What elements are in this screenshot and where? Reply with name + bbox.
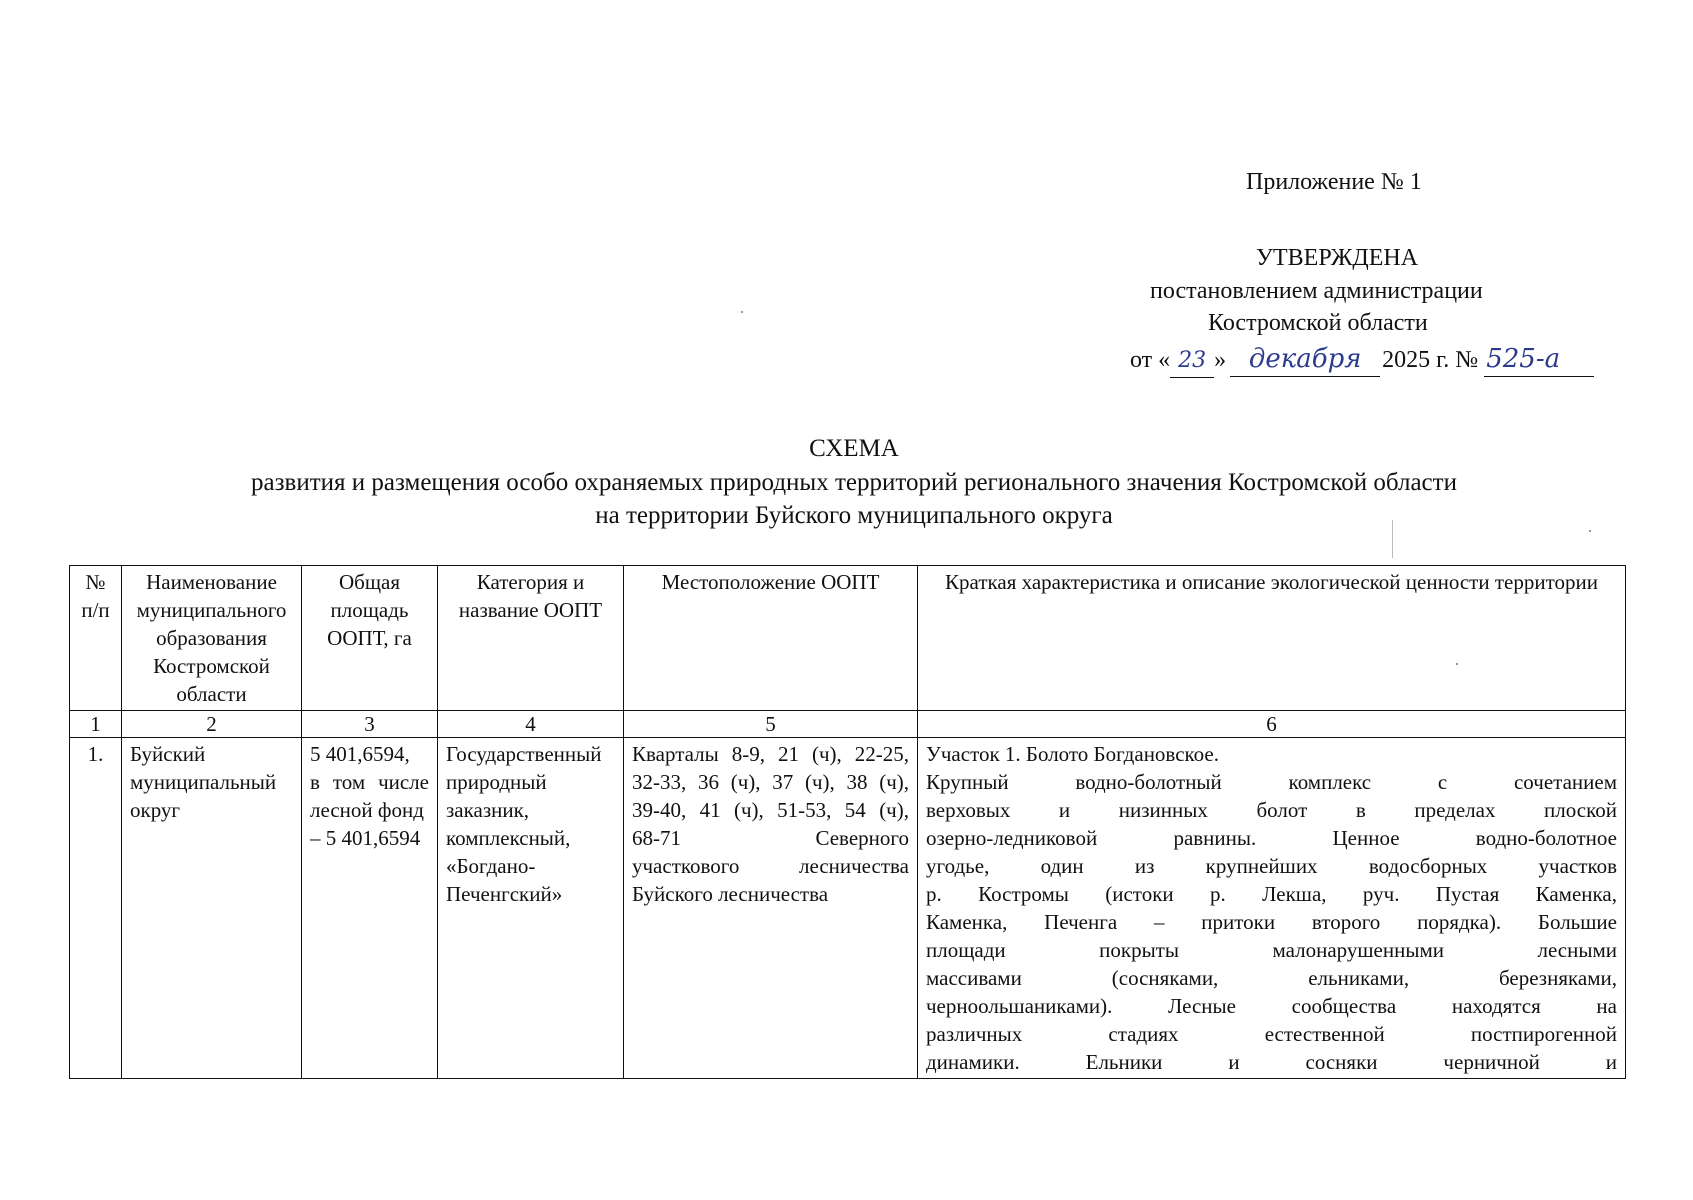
column-number: 3	[302, 711, 438, 738]
location-line: участкового лесничества	[632, 854, 909, 878]
row-number: 1.	[70, 738, 122, 1079]
document-subtitle-1: развития и размещения особо охраняемых природных территорий регионального значения Костромской области	[251, 469, 1457, 496]
scan-speck	[1589, 530, 1591, 532]
appendix-label: Приложение № 1	[1246, 169, 1422, 195]
table-row	[70, 738, 1626, 1079]
column-number: 2	[122, 711, 302, 738]
date-month-handwritten: декабря	[1248, 344, 1362, 374]
description-line: угодье, один из крупнейших водосборных участков	[926, 854, 1617, 878]
row-location	[624, 738, 918, 1079]
area-line: 5 401,6594,	[310, 742, 410, 766]
scan-line	[1392, 520, 1393, 558]
approved-label: УТВЕРЖДЕНА	[1256, 245, 1419, 271]
header-municipality: Наименование муниципального образования Костромской области	[122, 566, 302, 711]
approval-date-line	[1130, 343, 1594, 378]
area-line: в том числе	[310, 770, 429, 794]
scan-speck	[1456, 663, 1458, 665]
column-number: 5	[624, 711, 918, 738]
location-line: Буйского лесничества	[632, 882, 829, 906]
header-area: Общая площадь ООПТ, га	[302, 566, 438, 711]
approval-line-2: Костромской области	[1208, 310, 1428, 336]
description-line: озерно-ледниковой равнины. Ценное водно-болотное	[926, 826, 1617, 850]
location-line: 39-40, 41 (ч), 51-53, 54 (ч),	[632, 798, 909, 822]
date-day-field	[1170, 344, 1214, 378]
date-day-handwritten: 23	[1178, 348, 1207, 373]
date-prefix: от «	[1130, 347, 1171, 373]
area-line: лесной фонд	[310, 798, 424, 822]
location-line: Кварталы 8-9, 21 (ч), 22-25,	[632, 742, 909, 766]
location-line: 32-33, 36 (ч), 37 (ч), 38 (ч),	[632, 770, 909, 794]
column-number: 4	[438, 711, 624, 738]
column-number-row	[70, 711, 1626, 738]
description-line: р. Костромы (истоки р. Лекша, руч. Пустая Каменка,	[926, 882, 1617, 906]
date-mid: »	[1214, 347, 1227, 373]
header-location: Местоположение ООПТ	[624, 566, 918, 711]
area-line: – 5 401,6594	[310, 826, 421, 850]
date-year: 2025 г. №	[1382, 347, 1479, 373]
table-header-row	[70, 566, 1626, 711]
description-line: различных стадиях естественной постпирогенной	[926, 1022, 1617, 1046]
date-month-field	[1230, 343, 1380, 377]
location-line: 68-71 Северного	[632, 826, 909, 850]
date-number-field	[1484, 343, 1594, 377]
approval-line-1: постановлением администрации	[1150, 278, 1483, 304]
description-heading: Участок 1. Болото Богдановское.	[926, 742, 1220, 766]
column-number: 1	[70, 711, 122, 738]
header-description: Краткая характеристика и описание экологической ценности территории	[918, 566, 1626, 711]
description-line: верховых и низинных болот в пределах плоской	[926, 798, 1617, 822]
row-area	[302, 738, 438, 1079]
description-line: черноольшаниками). Лесные сообщества находятся на	[926, 994, 1617, 1018]
scan-speck	[741, 311, 743, 313]
row-description	[918, 738, 1626, 1079]
date-number-handwritten: 525-а	[1486, 344, 1561, 374]
document-subtitle-2: на территории Буйского муниципального округа	[595, 502, 1113, 529]
description-line: площади покрыты малонарушенными лесными	[926, 938, 1617, 962]
oopt-table	[69, 565, 1626, 1079]
row-municipality: Буйский муниципальный округ	[122, 738, 302, 1079]
column-number: 6	[918, 711, 1626, 738]
description-line: Каменка, Печенга – притоки второго порядка). Большие	[926, 910, 1617, 934]
header-category: Категория и название ООПТ	[438, 566, 624, 711]
description-line: динамики. Ельники и сосняки черничной и	[926, 1050, 1617, 1074]
header-number: № п/п	[70, 566, 122, 711]
row-category: Государственный природный заказник, комплексный, «Богдано-Печенгский»	[438, 738, 624, 1079]
description-line: массивами (сосняками, ельниками, березняками,	[926, 966, 1617, 990]
description-line: Крупный водно-болотный комплекс с сочетанием	[926, 770, 1617, 794]
document-title: СХЕМА	[809, 435, 899, 462]
